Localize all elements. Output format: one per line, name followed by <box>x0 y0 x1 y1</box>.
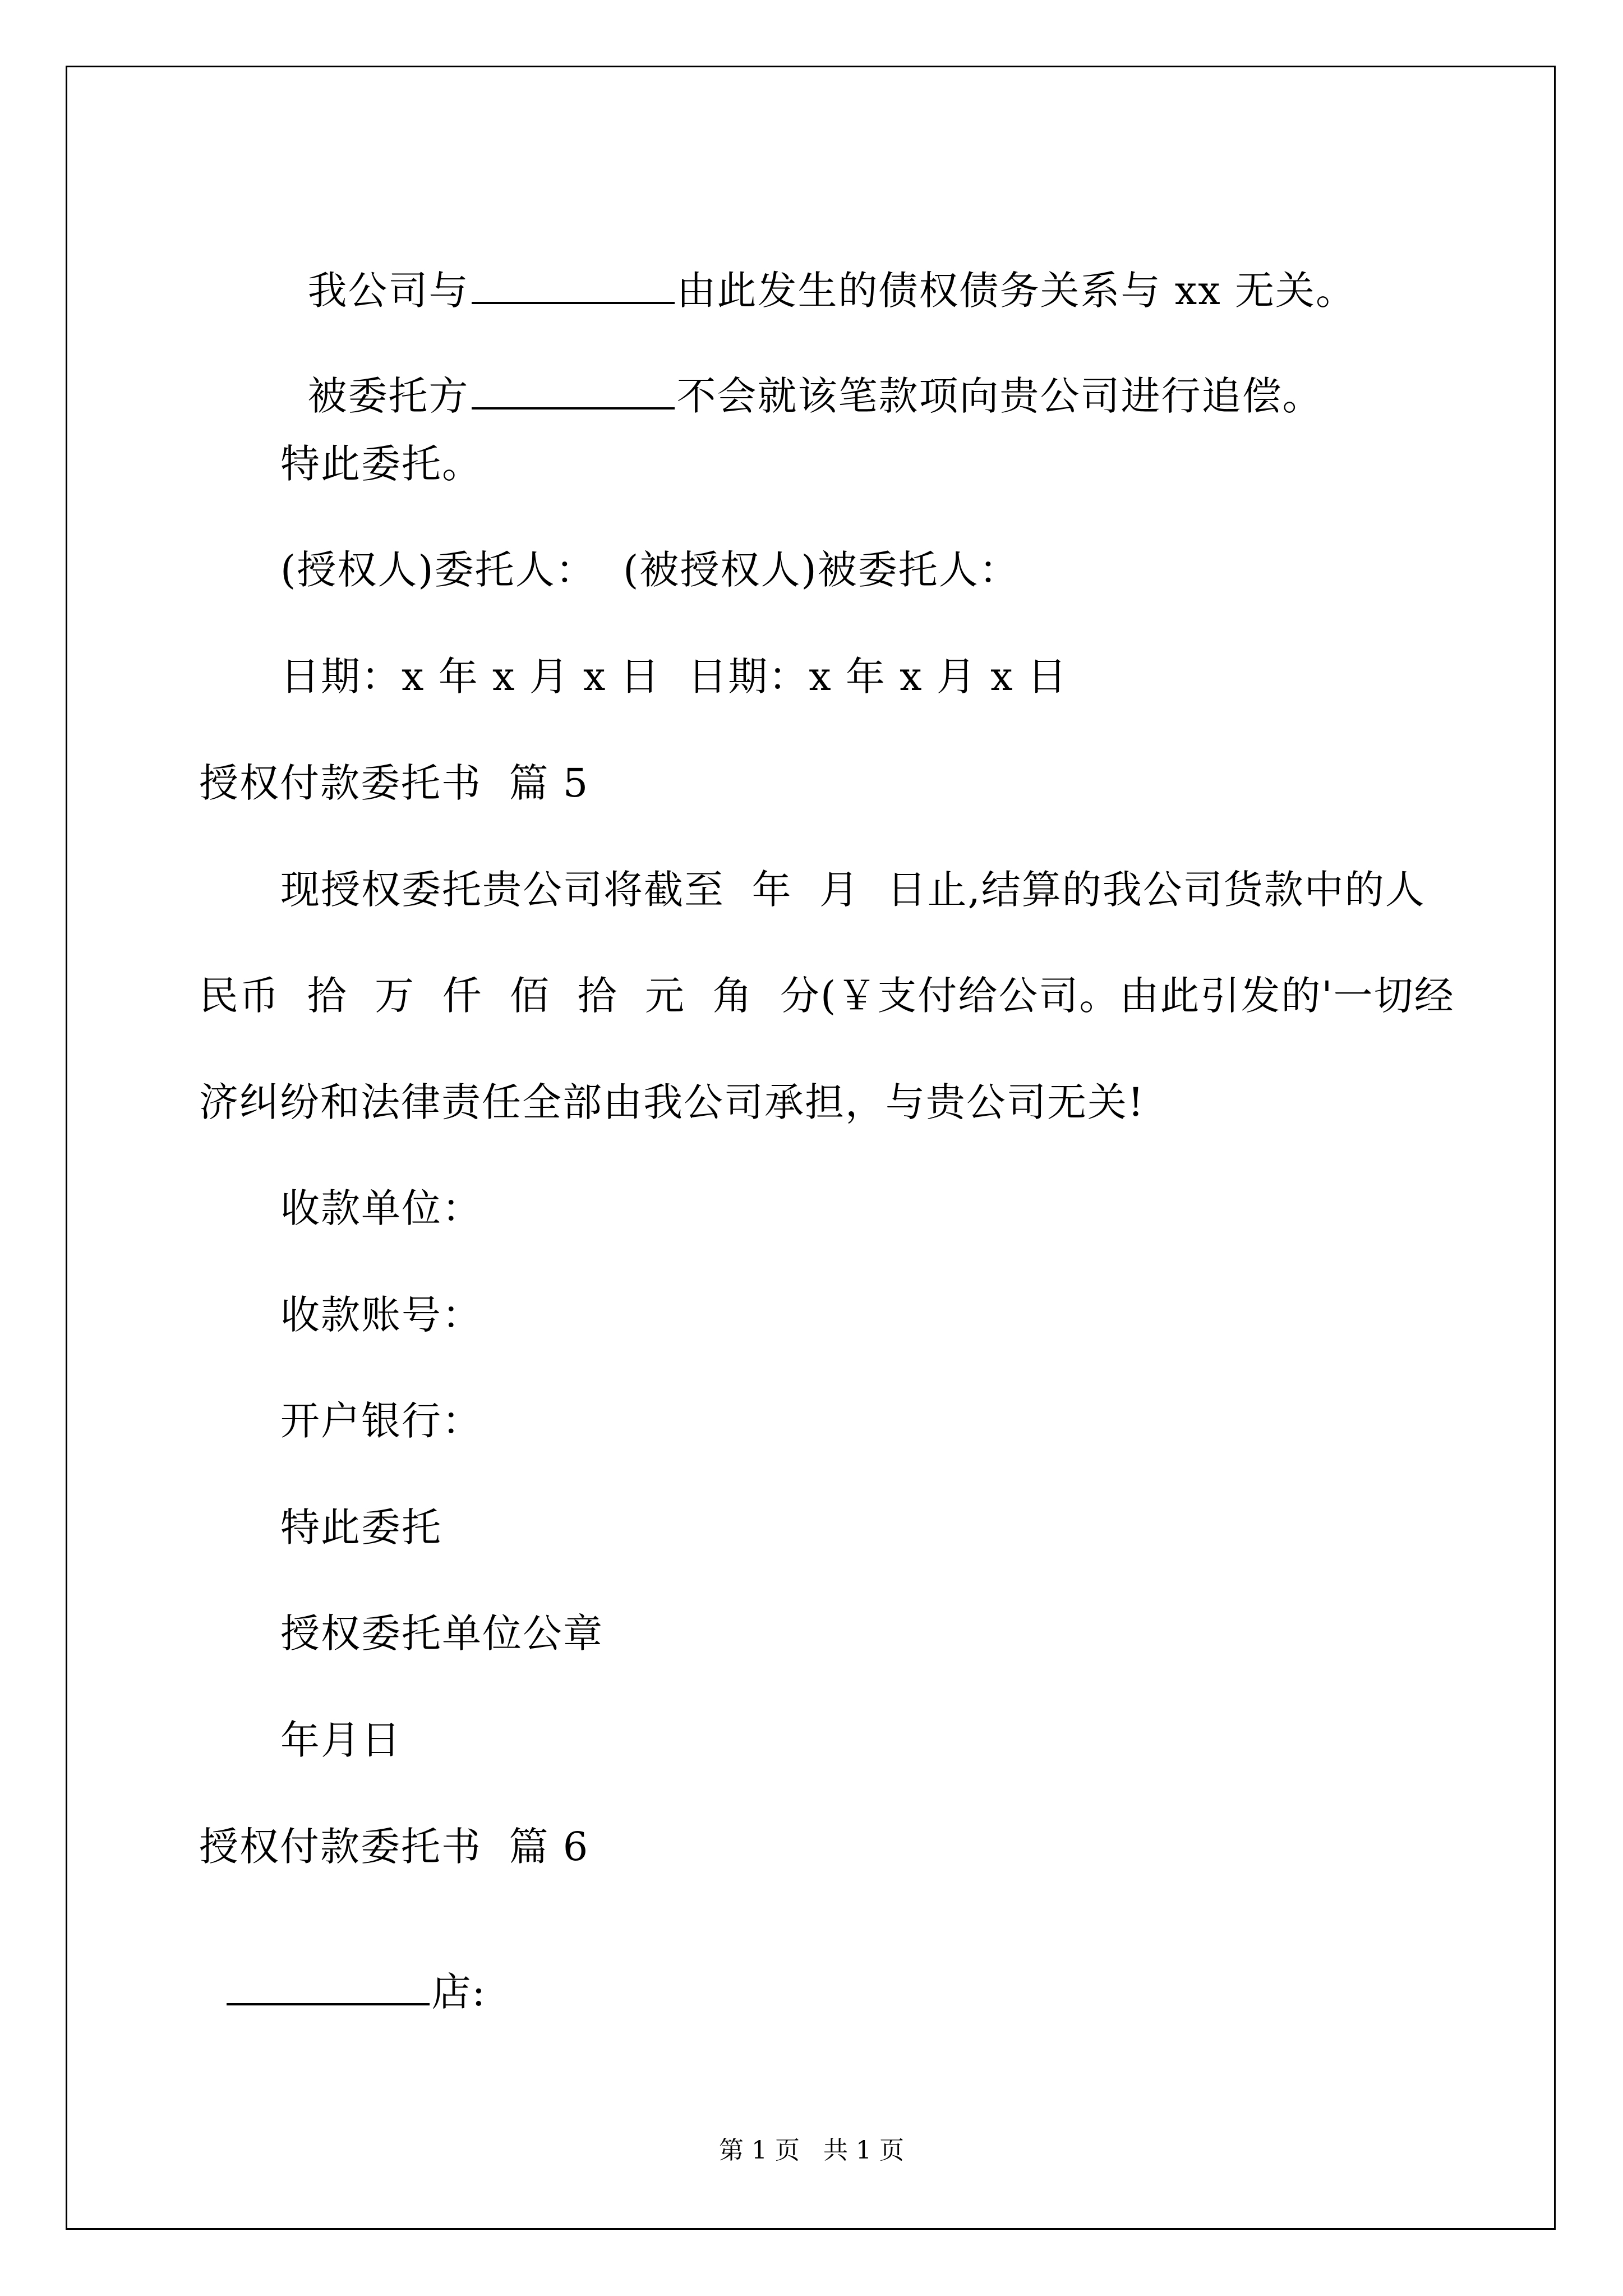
closing-text: 特此委托 <box>280 1504 442 1550</box>
blank-underline <box>227 2000 430 2005</box>
paragraph-line-1: 现授权委托贵公司将截至 年 月 日止,结算的我公司货款中的人 <box>280 867 1426 913</box>
line-company-relation <box>280 232 1356 314</box>
shop-suffix: 店: <box>431 1969 487 2015</box>
page-footer: 第 1 页 共 1 页 <box>719 2136 904 2165</box>
line-trustee-end: 不会就该笔款项向贵公司进行追偿。 <box>676 373 1323 419</box>
paragraph-line-2: 民币 拾 万 仟 佰 拾 元 角 分(￥支付给公司。由此引发的'一切经 <box>199 973 1455 1019</box>
paragraph-line-3: 济纠纷和法律责任全部由我公司承担，与贵公司无关! <box>199 1079 1145 1125</box>
payee-unit-label: 收款单位： <box>280 1185 482 1231</box>
section-heading-6: 授权付款委托书 篇 6 <box>199 1824 589 1870</box>
bank-label: 开户银行： <box>280 1398 482 1444</box>
shop-line <box>199 1933 487 2015</box>
dates-line: 日期：x 年 x 月 x 日 日期：x 年 x 月 x 日 <box>280 654 1068 700</box>
line-trustee-start: 被委托方 <box>307 373 469 419</box>
closing-statement: 特此委托。 <box>280 441 482 487</box>
date-text: 年月日 <box>280 1717 402 1763</box>
signatories-line: (授权人)委托人： (被授权人)被委托人： <box>280 547 1020 593</box>
line-company-relation-start: 我公司与 <box>307 268 469 314</box>
blank-underline <box>472 404 675 409</box>
payee-account-label: 收款账号： <box>280 1292 482 1338</box>
blank-underline <box>472 298 675 304</box>
seal-text: 授权委托单位公章 <box>280 1611 603 1657</box>
line-trustee-no-claim <box>280 337 1323 419</box>
section-heading-5: 授权付款委托书 篇 5 <box>199 760 589 806</box>
line-company-relation-end: 由此发生的债权债务关系与 xx 无关。 <box>676 268 1356 314</box>
